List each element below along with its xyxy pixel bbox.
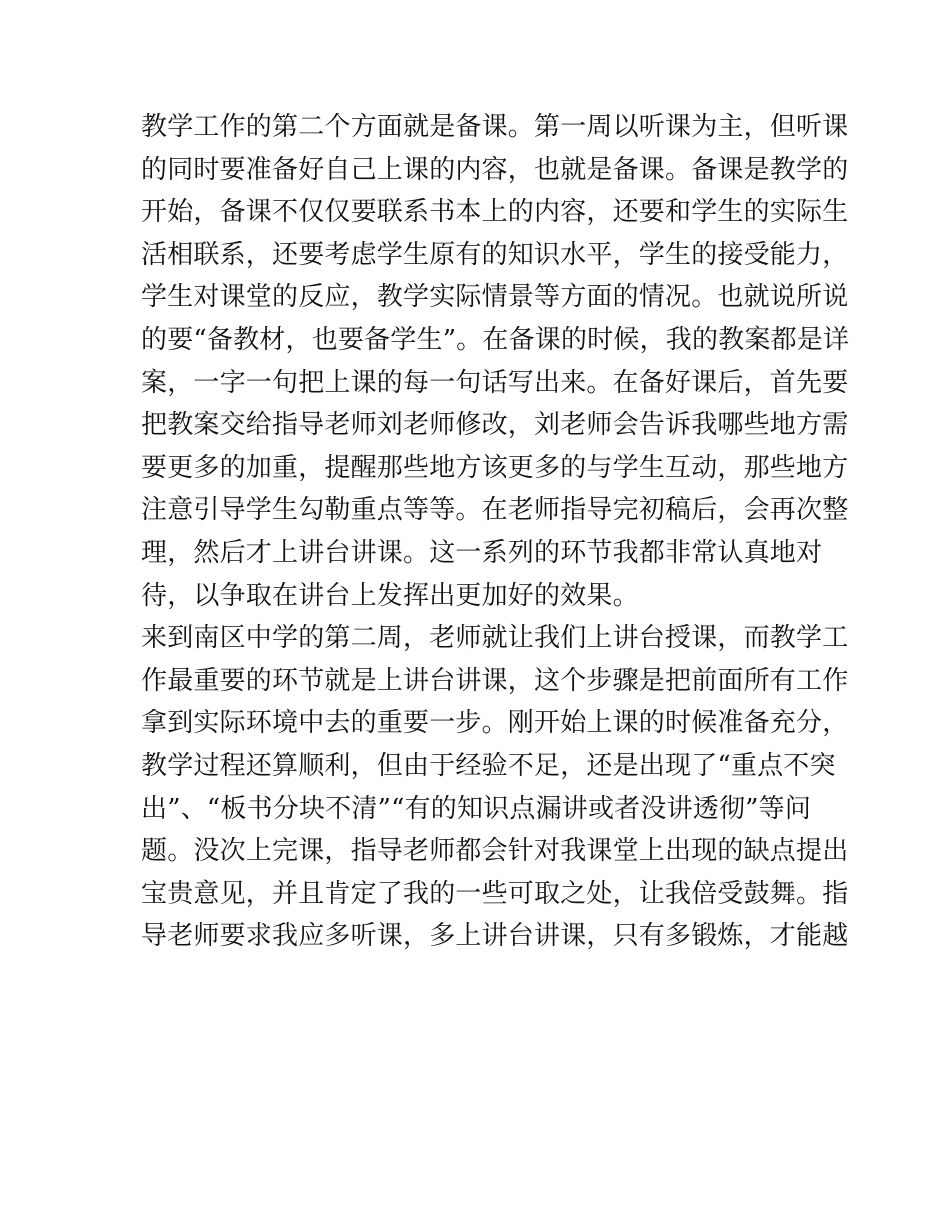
text-line: 待，以争取在讲台上发挥出更加好的效果。 bbox=[141, 580, 639, 611]
body-text bbox=[141, 106, 850, 958]
text-line: 出”、“板书分块不清”“有的知识点漏讲或者没讲透彻”等问 bbox=[141, 793, 812, 824]
text-line: 题。没次上完课，指导老师都会针对我课堂上出现的缺点提出 bbox=[141, 836, 849, 867]
text-line: 的要“备教材，也要备学生”。在备课的时候，我的教案都是详 bbox=[141, 324, 850, 355]
text-line: 拿到实际环境中去的重要一步。刚开始上课的时候准备充分， bbox=[141, 708, 849, 739]
text-line: 宝贵意见，并且肯定了我的一些可取之处，让我倍受鼓舞。指 bbox=[141, 878, 849, 909]
text-line: 来到南区中学的第二周，老师就让我们上讲台授课，而教学工 bbox=[141, 623, 849, 654]
text-line: 案，一字一句把上课的每一句话写出来。在备好课后，首先要 bbox=[141, 367, 849, 398]
text-line: 活相联系，还要考虑学生原有的知识水平，学生的接受能力， bbox=[141, 239, 849, 270]
text-line: 要更多的加重，提醒那些地方该更多的与学生互动，那些地方 bbox=[141, 452, 849, 483]
text-line: 开始，备课不仅仅要联系书本上的内容，还要和学生的实际生 bbox=[141, 197, 849, 228]
text-line: 教学过程还算顺利，但由于经验不足，还是出现了“重点不突 bbox=[141, 750, 836, 781]
text-line: 的同时要准备好自己上课的内容，也就是备课。备课是教学的 bbox=[141, 154, 849, 185]
text-line: 把教案交给指导老师刘老师修改，刘老师会告诉我哪些地方需 bbox=[141, 410, 849, 441]
text-line: 学生对课堂的反应，教学实际情景等方面的情况。也就说所说 bbox=[141, 282, 849, 313]
text-line: 导老师要求我应多听课，多上讲台讲课，只有多锻炼，才能越 bbox=[141, 921, 849, 952]
text-line: 注意引导学生勾勒重点等等。在老师指导完初稿后，会再次整 bbox=[141, 495, 849, 526]
text-line: 理，然后才上讲台讲课。这一系列的环节我都非常认真地对 bbox=[141, 537, 823, 568]
text-line: 作最重要的环节就是上讲台讲课，这个步骤是把前面所有工作 bbox=[141, 665, 849, 696]
text-line: 教学工作的第二个方面就是备课。第一周以听课为主，但听课 bbox=[141, 112, 849, 142]
